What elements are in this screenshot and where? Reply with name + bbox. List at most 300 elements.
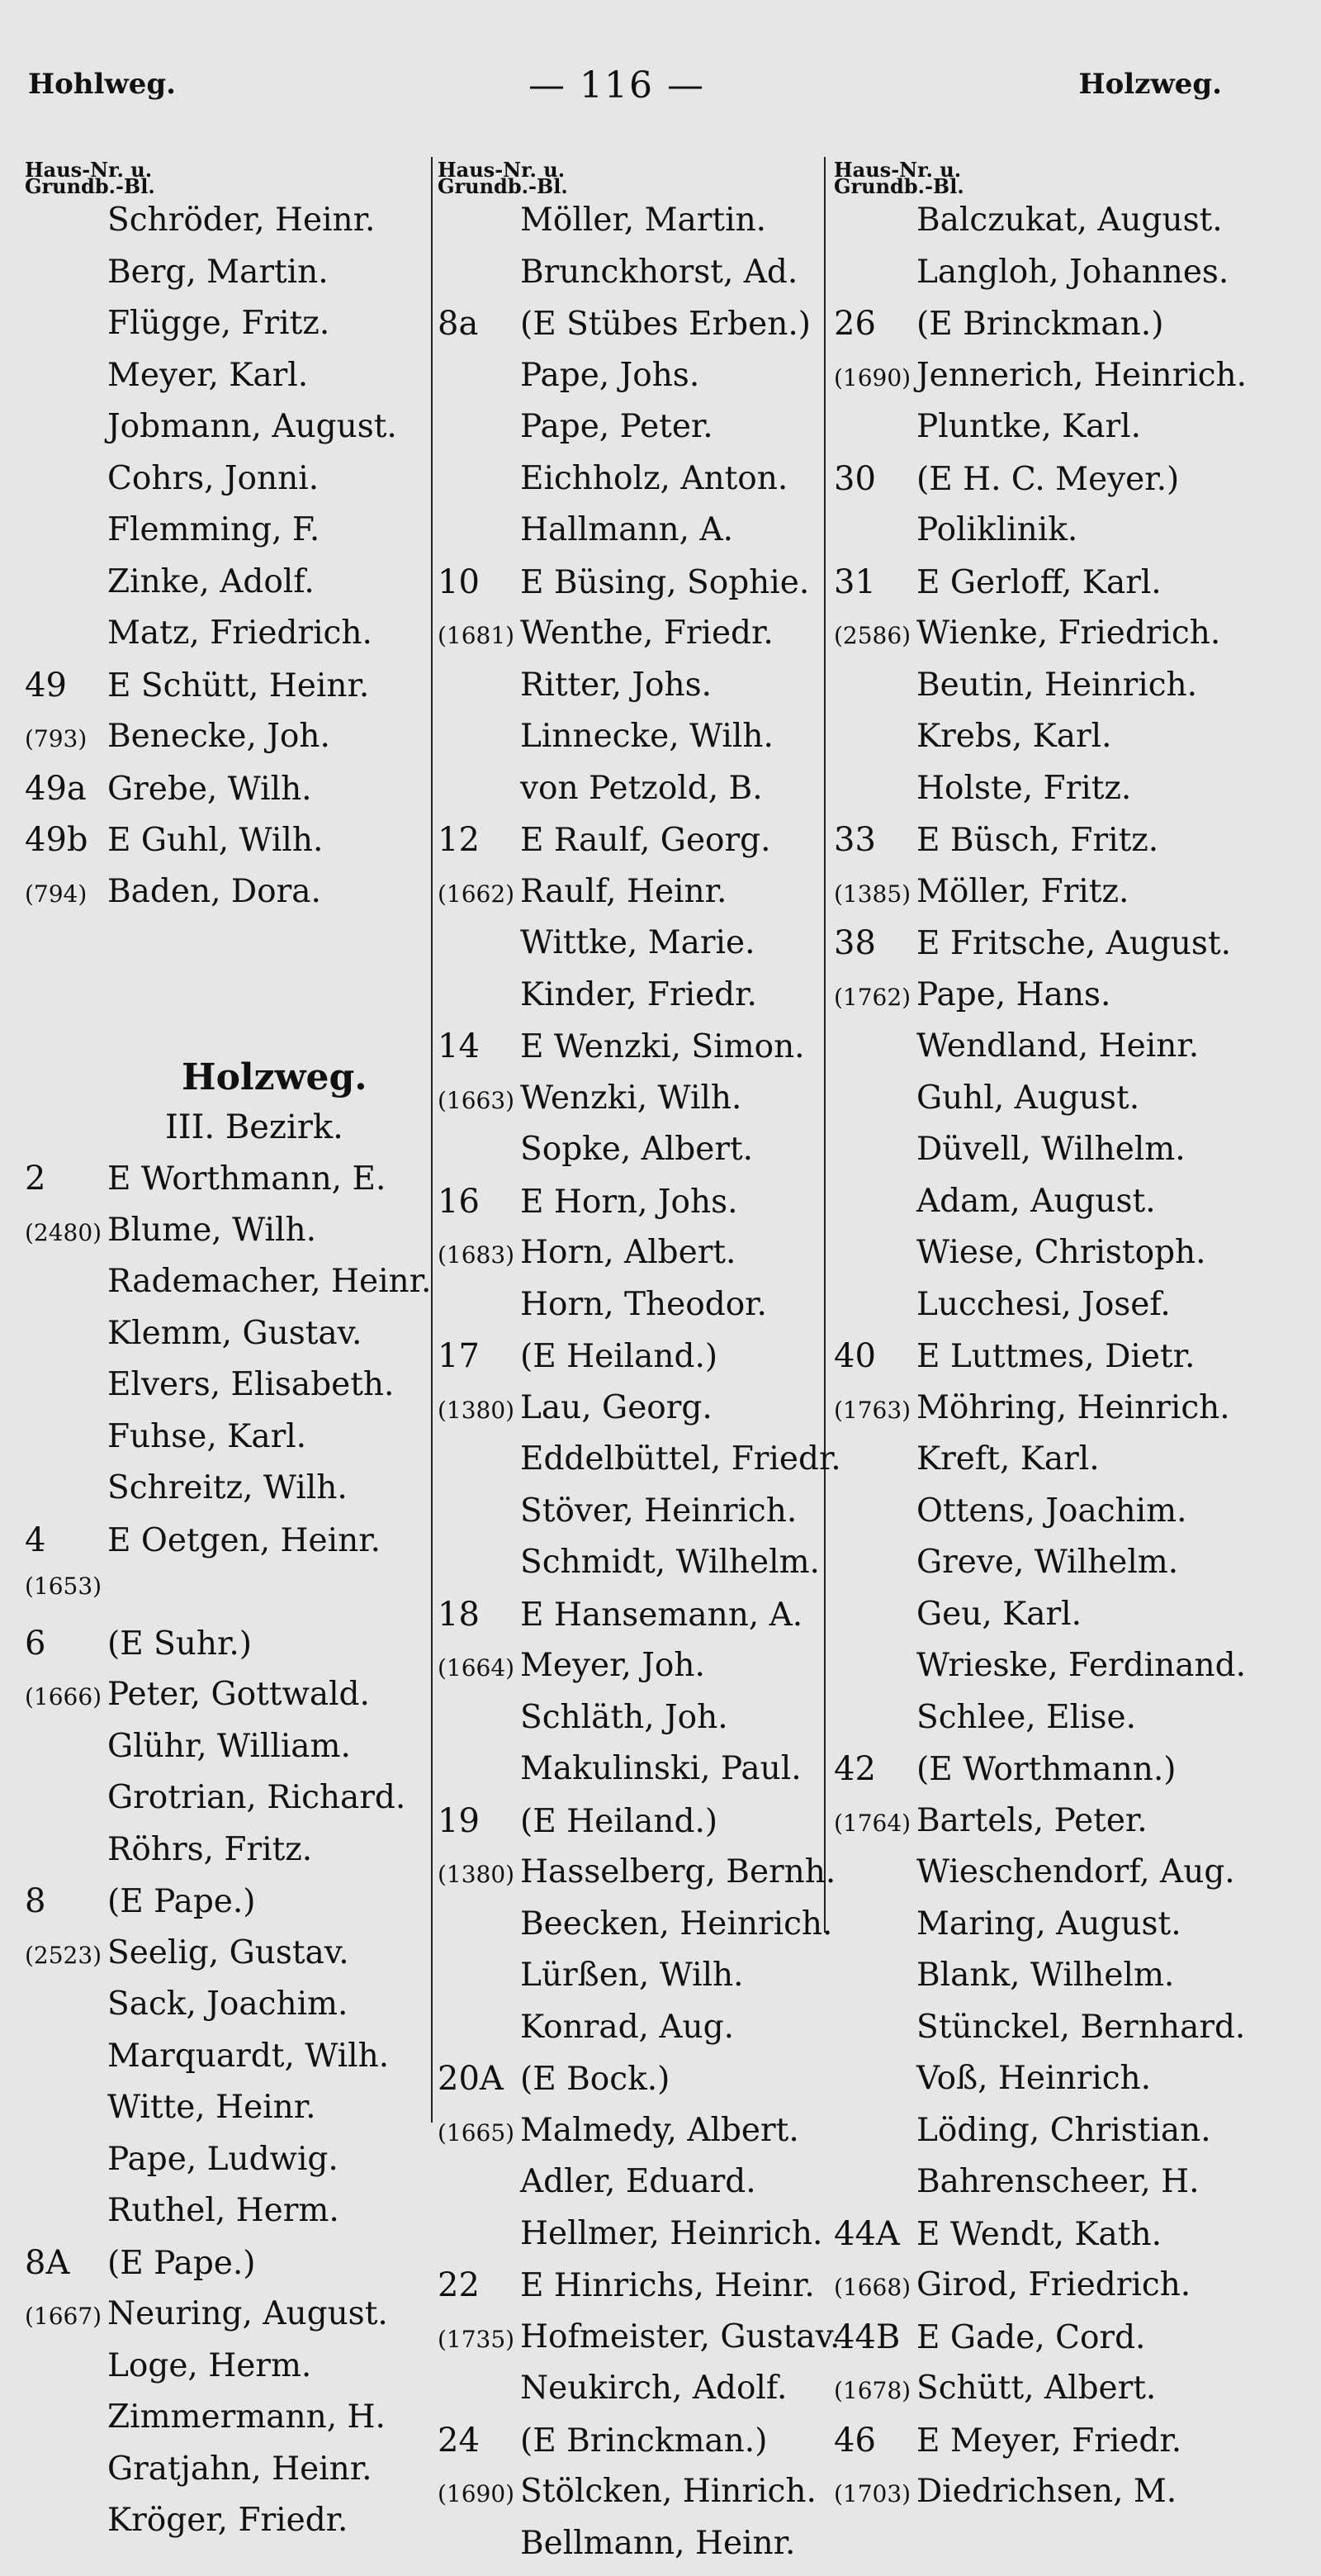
resident-name: Flügge, Fritz. xyxy=(107,305,446,342)
resident-name: Schütt, Albert. xyxy=(916,2370,1263,2407)
resident-name: Eichholz, Anton. xyxy=(520,460,842,497)
directory-entry xyxy=(438,1957,842,2009)
resident-name: Bartels, Peter. xyxy=(916,1802,1263,1839)
grundbuch-number: (1703) xyxy=(834,2480,916,2507)
directory-entry xyxy=(834,511,1263,563)
directory-entry xyxy=(834,1131,1263,1183)
directory-entry xyxy=(834,2370,1263,2422)
resident-name: Schreitz, Wilh. xyxy=(107,1469,446,1506)
directory-entry xyxy=(25,357,446,409)
resident-name: Jennerich, Heinrich. xyxy=(916,357,1263,394)
resident-name: Stöver, Heinrich. xyxy=(520,1492,842,1530)
resident-name: Klemm, Gustav. xyxy=(107,1315,446,1352)
resident-name: Horn, Theodor. xyxy=(520,1286,842,1323)
directory-entry xyxy=(25,718,446,770)
house-number: 22 xyxy=(438,2266,520,2304)
resident-name: Glühr, William. xyxy=(107,1728,446,1765)
directory-entry xyxy=(834,614,1263,667)
resident-name: (E Pape.) xyxy=(107,1883,446,1920)
directory-entry xyxy=(834,821,1263,873)
house-number: 42 xyxy=(834,1750,916,1788)
resident-name: Rademacher, Heinr. xyxy=(107,1263,446,1300)
directory-entry xyxy=(438,1337,842,1389)
grundbuch-number: (1762) xyxy=(834,984,916,1011)
resident-name: Bellmann, Heinr. xyxy=(520,2525,842,2562)
directory-entry xyxy=(438,563,842,615)
directory-entry xyxy=(25,770,446,822)
directory-entry xyxy=(438,460,842,512)
resident-name: Neuring, August. xyxy=(107,2295,446,2332)
resident-name: Wrieske, Ferdinand. xyxy=(916,1647,1263,1684)
directory-entry xyxy=(438,2112,842,2164)
directory-entry xyxy=(25,1882,446,1934)
house-number: 16 xyxy=(438,1183,520,1221)
house-number: 44B xyxy=(834,2318,916,2356)
resident-name: Meyer, Joh. xyxy=(520,1647,842,1684)
directory-entry xyxy=(438,1699,842,1751)
directory-entry xyxy=(25,2141,446,2193)
resident-name: Guhl, August. xyxy=(916,1079,1263,1117)
resident-name: Sopke, Albert. xyxy=(520,1131,842,1168)
directory-entry xyxy=(438,1596,842,1648)
resident-name: Adam, August. xyxy=(916,1183,1263,1220)
directory-entry xyxy=(25,1418,446,1470)
column-heading xyxy=(25,162,446,195)
column-heading xyxy=(438,162,842,195)
column-2 xyxy=(438,162,842,2576)
resident-name: Zimmermann, H. xyxy=(107,2398,446,2436)
directory-entry xyxy=(438,2163,842,2215)
directory-entry xyxy=(25,2038,446,2090)
resident-name: Balczukat, August. xyxy=(916,202,1263,239)
directory-entry xyxy=(25,1985,446,2038)
directory-entry xyxy=(834,2163,1263,2215)
directory-entry xyxy=(25,1831,446,1883)
directory-entry xyxy=(834,2009,1263,2061)
grundbuch-number: (794) xyxy=(25,880,107,908)
resident-name: Neukirch, Adolf. xyxy=(520,2370,842,2407)
resident-name: Ottens, Joachim. xyxy=(916,1492,1263,1530)
resident-name: (E Suhr.) xyxy=(107,1625,446,1663)
directory-entry xyxy=(834,976,1263,1028)
resident-name: E Wenzki, Simon. xyxy=(520,1028,842,1065)
resident-name: Peter, Gottwald. xyxy=(107,1676,446,1713)
directory-entry xyxy=(834,2215,1263,2267)
resident-name: Löding, Christian. xyxy=(916,2112,1263,2149)
house-number: 40 xyxy=(834,1337,916,1375)
directory-entry xyxy=(438,873,842,925)
resident-name: (E Brinckman.) xyxy=(520,2422,842,2460)
resident-name: von Petzold, B. xyxy=(520,770,842,807)
directory-entry xyxy=(438,1750,842,1802)
resident-name: Hallmann, A. xyxy=(520,511,842,548)
house-number: 18 xyxy=(438,1596,520,1634)
header-right-street: Holzweg. xyxy=(1078,68,1222,101)
grundbuch-number: (793) xyxy=(25,725,107,752)
directory-entry xyxy=(834,924,1263,976)
directory-entry xyxy=(438,924,842,976)
resident-name: E Büsch, Fritz. xyxy=(916,822,1263,859)
resident-name: E Wendt, Kath. xyxy=(916,2216,1263,2253)
directory-entry xyxy=(25,1160,446,1212)
resident-name: E Guhl, Wilh. xyxy=(107,822,446,859)
house-number: 4 xyxy=(25,1521,107,1559)
directory-entry xyxy=(438,1131,842,1183)
resident-name: Benecke, Joh. xyxy=(107,718,446,755)
directory-entry xyxy=(25,305,446,357)
resident-name: Wieschendorf, Aug. xyxy=(916,1853,1263,1890)
directory-entry xyxy=(25,1366,446,1418)
resident-name: Cohrs, Jonni. xyxy=(107,460,446,497)
house-number: 10 xyxy=(438,563,520,601)
directory-entry xyxy=(25,2244,446,2296)
directory-entry xyxy=(25,1315,446,1367)
directory-entry xyxy=(438,2370,842,2422)
directory-entry xyxy=(25,2398,446,2450)
directory-entry xyxy=(25,460,446,512)
resident-name: E Hansemann, A. xyxy=(520,1596,842,1634)
grundbuch-number: (2480) xyxy=(25,1219,107,1246)
directory-entry xyxy=(438,718,842,770)
directory-entry xyxy=(438,2422,842,2474)
grundbuch-number: (1678) xyxy=(834,2377,916,2404)
resident-name: Krebs, Karl. xyxy=(916,718,1263,755)
resident-name: Maring, August. xyxy=(916,1905,1263,1943)
directory-entry xyxy=(834,460,1263,512)
house-number: 20A xyxy=(438,2060,520,2098)
directory-entry xyxy=(25,2450,446,2502)
directory-entry xyxy=(834,1647,1263,1699)
resident-name: Malmedy, Albert. xyxy=(520,2112,842,2149)
entry-list xyxy=(438,202,842,2576)
directory-entry xyxy=(438,821,842,873)
grundbuch-number: (1664) xyxy=(438,1654,520,1682)
directory-entry xyxy=(25,1212,446,1264)
grundbuch-number: (1385) xyxy=(834,880,916,908)
directory-entry xyxy=(25,1521,446,1573)
directory-entry xyxy=(438,254,842,306)
resident-name: Poliklinik. xyxy=(916,511,1263,548)
resident-name: Beutin, Heinrich. xyxy=(916,667,1263,704)
directory-entry xyxy=(834,1544,1263,1596)
resident-name: E Büsing, Sophie. xyxy=(520,564,842,601)
directory-entry xyxy=(25,1676,446,1728)
resident-name: Grotrian, Richard. xyxy=(107,1779,446,1816)
resident-name: Pape, Hans. xyxy=(916,976,1263,1013)
grundbuch-number: (1763) xyxy=(834,1397,916,1424)
directory-entry xyxy=(438,305,842,357)
directory-entry xyxy=(25,1779,446,1831)
resident-name: E Gade, Cord. xyxy=(916,2319,1263,2356)
directory-entry xyxy=(25,2295,446,2347)
resident-name: Blume, Wilh. xyxy=(107,1212,446,1249)
house-number: 49a xyxy=(25,770,107,808)
directory-entry xyxy=(25,1469,446,1521)
resident-name: Seelig, Gustav. xyxy=(107,1934,446,1971)
resident-name: Zinke, Adolf. xyxy=(107,563,446,600)
directory-entry xyxy=(25,2347,446,2399)
directory-entry xyxy=(834,2422,1263,2474)
resident-name: Pluntke, Karl. xyxy=(916,408,1263,445)
directory-entry xyxy=(25,1934,446,1986)
resident-name: Möhring, Heinrich. xyxy=(916,1389,1263,1426)
house-number: 26 xyxy=(834,305,916,343)
resident-name: Wenthe, Friedr. xyxy=(520,614,842,652)
directory-entry xyxy=(438,770,842,822)
directory-entry xyxy=(834,1234,1263,1286)
directory-entry xyxy=(438,1492,842,1544)
resident-name: Adler, Eduard. xyxy=(520,2163,842,2200)
directory-entry xyxy=(834,1286,1263,1338)
resident-name: Lürßen, Wilh. xyxy=(520,1957,842,1994)
resident-name: (E Worthmann.) xyxy=(916,1751,1263,1788)
house-number: 8 xyxy=(25,1882,107,1920)
directory-entry xyxy=(438,667,842,719)
house-number: 17 xyxy=(438,1337,520,1375)
directory-entry xyxy=(438,1544,842,1596)
directory-entry xyxy=(438,408,842,460)
column-1 xyxy=(25,162,446,2554)
resident-name: Hofmeister, Gustav. xyxy=(520,2318,842,2355)
resident-name: Flemming, F. xyxy=(107,511,446,548)
resident-name: E Hinrichs, Heinr. xyxy=(520,2267,842,2304)
directory-entry xyxy=(438,202,842,254)
resident-name: Brunckhorst, Ad. xyxy=(520,254,842,291)
resident-name: E Horn, Johs. xyxy=(520,1184,842,1221)
directory-entry xyxy=(834,770,1263,822)
directory-entry xyxy=(25,202,446,254)
resident-name: Schlee, Elise. xyxy=(916,1699,1263,1736)
resident-name: Möller, Martin. xyxy=(520,202,842,239)
resident-name: Wenzki, Wilh. xyxy=(520,1079,842,1117)
directory-entry xyxy=(834,1802,1263,1854)
resident-name: Girod, Friedrich. xyxy=(916,2266,1263,2303)
resident-name: Wendland, Heinr. xyxy=(916,1027,1263,1065)
directory-entry xyxy=(438,511,842,563)
directory-entry xyxy=(834,1699,1263,1751)
house-number: 6 xyxy=(25,1625,107,1663)
resident-name: E Gerloff, Karl. xyxy=(916,564,1263,601)
header-left-street: Hohlweg. xyxy=(28,68,176,101)
house-number: 30 xyxy=(834,460,916,498)
directory-entry xyxy=(438,1802,842,1854)
resident-name: Schmidt, Wilhelm. xyxy=(520,1544,842,1581)
directory-entry xyxy=(438,976,842,1028)
resident-name: Schröder, Heinr. xyxy=(107,202,446,239)
house-number: 8a xyxy=(438,305,520,343)
resident-name: Konrad, Aug. xyxy=(520,2009,842,2046)
resident-name: Fuhse, Karl. xyxy=(107,1418,446,1455)
resident-name: Röhrs, Fritz. xyxy=(107,1831,446,1868)
directory-entry xyxy=(25,1573,446,1625)
directory-entry xyxy=(438,2525,842,2576)
resident-name: Greve, Wilhelm. xyxy=(916,1544,1263,1581)
resident-name: Kröger, Friedr. xyxy=(107,2502,446,2539)
directory-entry xyxy=(834,2060,1263,2112)
resident-name: E Schütt, Heinr. xyxy=(107,667,446,704)
directory-entry xyxy=(834,1389,1263,1441)
directory-entry xyxy=(438,1286,842,1338)
resident-name: Raulf, Heinr. xyxy=(520,873,842,910)
resident-name: Sack, Joachim. xyxy=(107,1985,446,2023)
resident-name: Jobmann, August. xyxy=(107,408,446,445)
resident-name: Holste, Fritz. xyxy=(916,770,1263,807)
house-number: 31 xyxy=(834,563,916,601)
grundbuch-number: (1690) xyxy=(438,2480,520,2507)
directory-entry xyxy=(438,2009,842,2061)
resident-name: (E Heiland.) xyxy=(520,1803,842,1840)
directory-entry xyxy=(25,614,446,667)
section-subtitle: III. Bezirk. xyxy=(165,1108,446,1160)
directory-entry xyxy=(438,1647,842,1699)
grundbuch-number: (1764) xyxy=(834,1810,916,1837)
directory-entry xyxy=(834,1750,1263,1802)
house-number: 49 xyxy=(25,667,107,704)
directory-entry xyxy=(438,357,842,409)
resident-name: Linnecke, Wilh. xyxy=(520,718,842,755)
house-number: 24 xyxy=(438,2422,520,2460)
directory-entry xyxy=(438,614,842,667)
resident-name: Pape, Ludwig. xyxy=(107,2141,446,2178)
directory-entry xyxy=(438,1389,842,1441)
directory-entry xyxy=(834,718,1263,770)
directory-entry xyxy=(834,667,1263,719)
directory-entry xyxy=(438,2215,842,2267)
directory-entry xyxy=(834,1905,1263,1957)
resident-name: Stünckel, Bernhard. xyxy=(916,2009,1263,2046)
resident-name: E Meyer, Friedr. xyxy=(916,2422,1263,2460)
directory-entry xyxy=(834,2473,1263,2525)
resident-name: Ruthel, Herm. xyxy=(107,2192,446,2229)
grundbuch-number: (1690) xyxy=(834,364,916,391)
resident-name: Gratjahn, Heinr. xyxy=(107,2450,446,2488)
directory-entry xyxy=(25,821,446,873)
directory-entry xyxy=(438,2473,842,2525)
resident-name: Wittke, Marie. xyxy=(520,924,842,961)
resident-name: Witte, Heinr. xyxy=(107,2089,446,2126)
resident-name: Bahrenscheer, H. xyxy=(916,2163,1263,2200)
directory-entry xyxy=(834,202,1263,254)
grundbuch-number: (1662) xyxy=(438,880,520,908)
directory-entry xyxy=(834,1492,1263,1544)
column-heading-text: Haus-Nr. u. Grundb.-Bl. xyxy=(25,158,155,198)
directory-entry xyxy=(834,563,1263,615)
resident-name: Beecken, Heinrich. xyxy=(520,1905,842,1943)
directory-entry xyxy=(25,254,446,306)
grundbuch-number: (1681) xyxy=(438,622,520,649)
column-heading-text: Haus-Nr. u. Grundb.-Bl. xyxy=(834,158,964,198)
directory-entry xyxy=(438,2266,842,2318)
resident-name: Geu, Karl. xyxy=(916,1596,1263,1633)
resident-name: Wiese, Christoph. xyxy=(916,1234,1263,1271)
resident-name: Pape, Johs. xyxy=(520,357,842,394)
resident-name: Matz, Friedrich. xyxy=(107,614,446,652)
directory-entry xyxy=(834,873,1263,925)
house-number: 44A xyxy=(834,2215,916,2253)
entry-list xyxy=(25,202,446,924)
resident-name: Makulinski, Paul. xyxy=(520,1750,842,1787)
directory-entry xyxy=(834,357,1263,409)
resident-name: (E H. C. Meyer.) xyxy=(916,461,1263,498)
resident-name: Marquardt, Wilh. xyxy=(107,2038,446,2075)
house-number: 46 xyxy=(834,2422,916,2460)
resident-name: Kreft, Karl. xyxy=(916,1440,1263,1478)
resident-name: Lucchesi, Josef. xyxy=(916,1286,1263,1323)
resident-name: Hasselberg, Bernh. xyxy=(520,1853,842,1890)
grundbuch-number: (1683) xyxy=(438,1241,520,1269)
resident-name: (E Bock.) xyxy=(520,2061,842,2098)
directory-entry xyxy=(438,1853,842,1905)
directory-entry xyxy=(25,511,446,563)
resident-name: Möller, Fritz. xyxy=(916,873,1263,910)
directory-entry xyxy=(834,1183,1263,1235)
grundbuch-number: (2586) xyxy=(834,622,916,649)
entry-list xyxy=(834,202,1263,2525)
resident-name: Blank, Wilhelm. xyxy=(916,1957,1263,1994)
resident-name: Diedrichsen, M. xyxy=(916,2473,1263,2510)
directory-entry xyxy=(25,563,446,615)
directory-entry xyxy=(834,1079,1263,1131)
resident-name: Schläth, Joh. xyxy=(520,1699,842,1736)
directory-entry xyxy=(834,408,1263,460)
directory-entry xyxy=(438,2060,842,2112)
house-number: 2 xyxy=(25,1160,107,1198)
directory-entry xyxy=(438,1234,842,1286)
directory-entry xyxy=(834,2112,1263,2164)
directory-entry xyxy=(834,1027,1263,1079)
resident-name: (E Brinckman.) xyxy=(916,306,1263,343)
directory-entry xyxy=(438,1440,842,1492)
section-title: Holzweg. xyxy=(182,1056,446,1108)
directory-entry xyxy=(438,1027,842,1079)
resident-name: Voß, Heinrich. xyxy=(916,2060,1263,2097)
directory-entry xyxy=(25,2192,446,2244)
house-number: 12 xyxy=(438,821,520,859)
resident-name: Horn, Albert. xyxy=(520,1234,842,1271)
house-number: 14 xyxy=(438,1027,520,1065)
entry-list xyxy=(25,1160,446,2554)
grundbuch-number: (1653) xyxy=(25,1573,107,1600)
resident-name: Loge, Herm. xyxy=(107,2347,446,2384)
directory-entry xyxy=(25,408,446,460)
resident-name: E Worthmann, E. xyxy=(107,1160,446,1198)
resident-name: Ritter, Johs. xyxy=(520,667,842,704)
column-heading xyxy=(834,162,1263,195)
directory-entry xyxy=(25,2089,446,2141)
grundbuch-number: (1668) xyxy=(834,2274,916,2301)
resident-name: Baden, Dora. xyxy=(107,873,446,910)
directory-entry xyxy=(25,1728,446,1780)
resident-name: Elvers, Elisabeth. xyxy=(107,1366,446,1403)
resident-name: Düvell, Wilhelm. xyxy=(916,1131,1263,1168)
directory-entry xyxy=(834,1440,1263,1492)
grundbuch-number: (2523) xyxy=(25,1942,107,1969)
directory-entry xyxy=(834,305,1263,357)
grundbuch-number: (1665) xyxy=(438,2119,520,2147)
resident-name: Kinder, Friedr. xyxy=(520,976,842,1013)
resident-name: Pape, Peter. xyxy=(520,408,842,445)
directory-entry xyxy=(438,2318,842,2370)
directory-entry xyxy=(25,2502,446,2554)
grundbuch-number: (1667) xyxy=(25,2303,107,2330)
resident-name: Meyer, Karl. xyxy=(107,357,446,394)
directory-entry xyxy=(834,1853,1263,1905)
house-number: 8A xyxy=(25,2244,107,2282)
directory-entry xyxy=(834,1596,1263,1648)
directory-entry xyxy=(25,1263,446,1315)
resident-name: Wienke, Friedrich. xyxy=(916,614,1263,652)
resident-name: Eddelbüttel, Friedr. xyxy=(520,1440,842,1478)
